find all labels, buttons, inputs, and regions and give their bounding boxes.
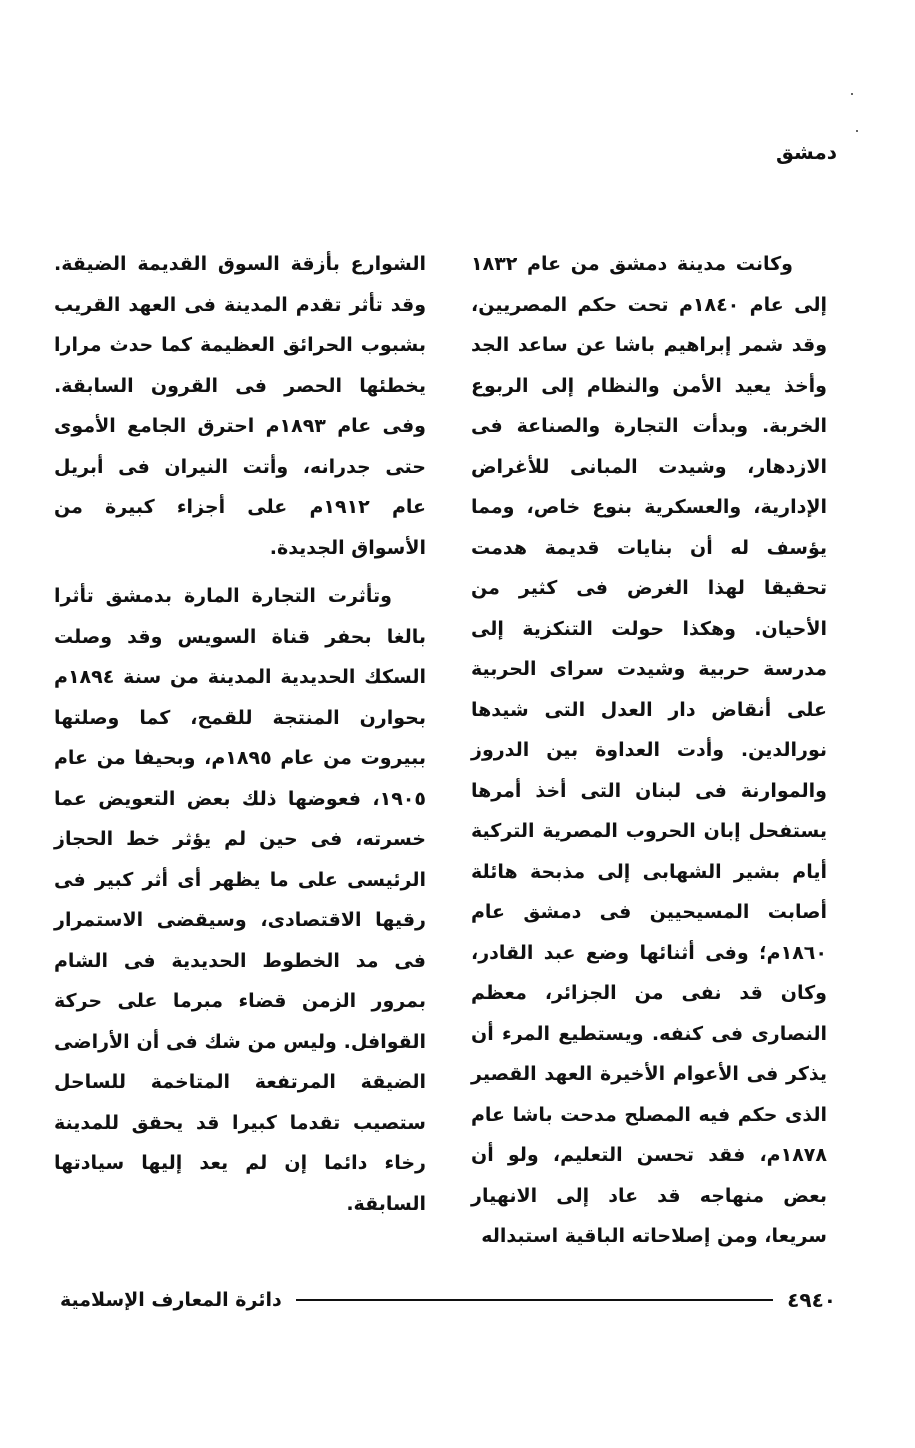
running-header-title: دمشق <box>775 140 837 164</box>
paragraph: الشوارع بأزقة السوق القديمة الضيقة. وقد تأثر تقدم المدينة فى العهد القريب بشبوب الحرائق العظيمة كما حدث مرارا يخطئها الحصر فى القرون السابقة. وفى عام ١٨٩٣م احترق الجامع الأموى حتى جدرانه، وأتت النيران فى أبريل عام ١٩١٢م على أجزاء كبيرة من الأسواق الجديدة. <box>54 253 426 559</box>
scan-speck <box>856 130 858 132</box>
paragraph: وتأثرت التجارة المارة بدمشق تأثرا بالغا بحفر قناة السويس وقد وصلت السكك الحديدية المدينة من سنة ١٨٩٤م بحوارن المنتجة للقمح، كما وصلتها ببيروت من عام ١٨٩٥م، وبحيفا من عام ١٩٠٥، فعوضها ذلك بعض التعويض عما خسرته، فى حين لم يؤثر خط الحجاز الرئيسى على ما يظهر أى أثر كبير فى رقيها الاقتصادى، وسيقضى الاستمرار فى مد الخطوط الحديدية فى الشام بمرور الزمن قضاء مبرما على حركة القوافل. وليس من شك فى أن الأراضى الضيقة المرتفعة المتاخمة للساحل ستصيب تقدما كبيرا قد يحقق للمدينة رخاء دائما إن لم يعد إليها سيادتها السابقة. <box>54 585 426 1215</box>
text-column-left <box>54 244 426 1232</box>
encyclopedia-title: دائرة المعارف الإسلامية <box>60 1289 282 1311</box>
paragraph: وكانت مدينة دمشق من عام ١٨٣٢ إلى عام ١٨٤٠م تحت حكم المصريين، وقد شمر إبراهيم باشا عن ساعد الجد وأخذ يعيد الأمن والنظام إلى الربوع الخربة. وبدأت التجارة والصناعة فى الازدهار، وشيدت المبانى للأغراض الإدارية، والعسكرية بنوع خاص، ومما يؤسف له أن بنايات قديمة هدمت تحقيقا لهذا الغرض فى كثير من الأحيان. وهكذا حولت التنكزية إلى مدرسة حربية وشيدت سراى الحربية على أنقاض دار العدل التى شيدها نورالدين. وأدت العداوة بين الدروز والموارنة فى لبنان التى أخذ أمرها يستفحل إبان الحروب المصرية التركية أيام بشير الشهابى إلى مذبحة هائلة أصابت المسيحيين فى دمشق عام ١٨٦٠م؛ وفى أثنائها وضع عبد القادر، وكان قد نفى من الجزائر، معظم النصارى فى كنفه. ويستطيع المرء أن يذكر فى الأعوام الأخيرة العهد القصير الذى حكم فيه المصلح مدحت باشا عام ١٨٧٨م، فقد تحسن التعليم، ولو أن بعض منهاجه قد عاد إلى الانهيار سريعا، ومن إصلاحاته الباقية استبداله <box>471 253 827 1247</box>
scan-speck <box>851 93 853 95</box>
page-footer <box>60 1284 836 1316</box>
page-number: ٤٩٤٠ <box>787 1288 836 1312</box>
text-column-right <box>471 244 827 1265</box>
footer-divider <box>296 1299 773 1301</box>
